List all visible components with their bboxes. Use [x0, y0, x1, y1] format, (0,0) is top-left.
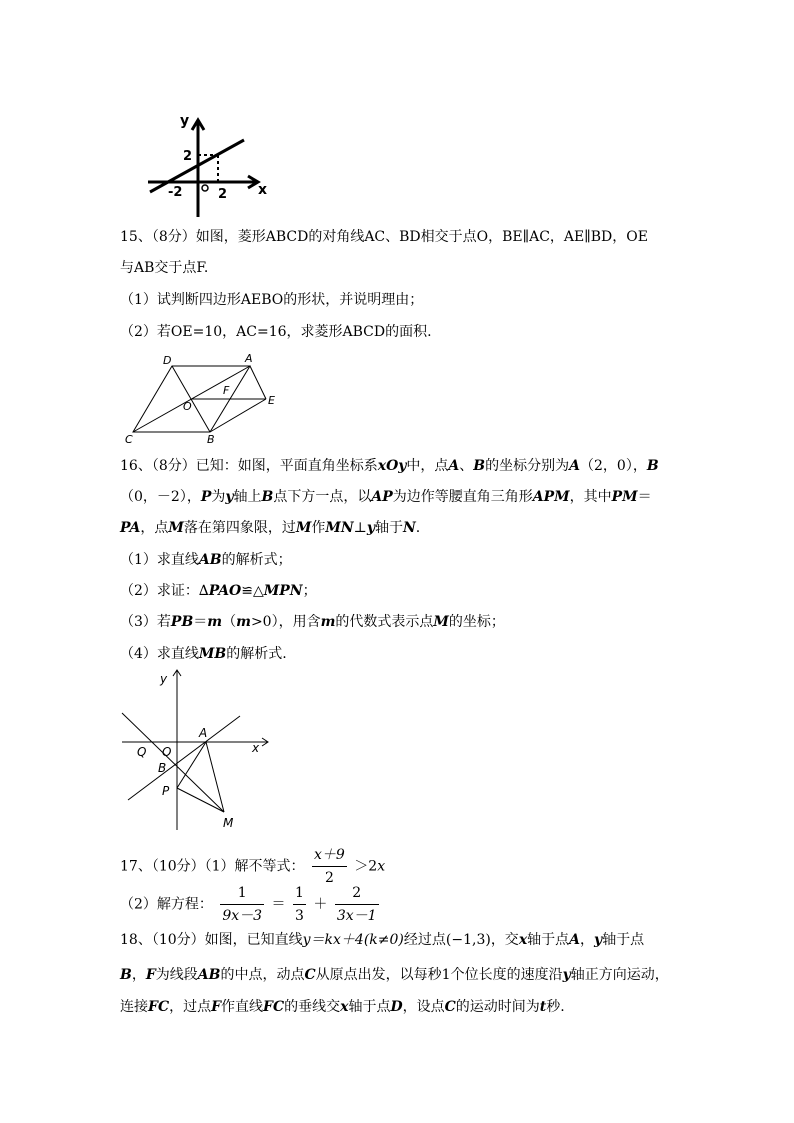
label-y: y — [180, 113, 190, 129]
tick-2-x: 2 — [218, 187, 228, 202]
q16-line1: 16、（8分）已知：如图，平面直角坐标系xOy中，点A、B的坐标分别为A（2，0），B — [120, 458, 659, 474]
pt-O: O — [162, 745, 172, 759]
pt-E: E — [268, 394, 275, 407]
seg-pm — [177, 788, 224, 812]
pt-C: C — [125, 433, 133, 446]
pt-O: O — [183, 400, 192, 413]
label-x: x — [258, 182, 268, 198]
label-y: y — [160, 672, 168, 686]
pt-Q: Q — [137, 745, 147, 759]
fraction: $\frac{2}{3x-1}$ — [335, 882, 379, 927]
line-qm — [122, 713, 224, 812]
q15-part1: （1）试判断四边形AEBO的形状，并说明理由； — [120, 292, 424, 308]
q18-line1: 18、（10分）如图，已知直线y＝kx＋4(k≠0)经过点(−1,3)，交x轴于点A，y轴于点 — [120, 932, 645, 948]
q15-heading: 15、（8分）如图，菱形ABCD的对角线AC、BD相交于点O，BE∥AC，AE∥BD，OE — [120, 229, 648, 245]
pt-A: A — [245, 352, 253, 365]
q15-part2: （2）若OE=10，AC=16，求菱形ABCD的面积. — [120, 324, 432, 340]
fraction: $\frac{x+9}{2}$ — [312, 844, 347, 889]
q18-line3: 连接FC，过点F作直线FC的垂线交x轴于点D，设点C的运动时间为t秒. — [120, 999, 565, 1015]
q18-line2: B，F为线段AB的中点，动点C从原点出发，以每秒1个位长度的速度沿y轴正方向运动， — [120, 967, 669, 983]
pt-P: P — [162, 784, 170, 798]
q16-line3: PA，点M落在第四象限，过M作MN⊥y轴于N. — [120, 520, 421, 536]
pt-B: B — [207, 433, 215, 446]
q16-part2: （2）求证：∆PAO≌△MPN； — [120, 583, 317, 599]
fraction: $\frac{1}{9x-3}$ — [220, 882, 264, 927]
q17-part1: 17、（10分）（1）解不等式： $\frac{x+9}{2}$ ＞2x — [120, 844, 385, 889]
pt-F: F — [223, 384, 230, 397]
tick-2-y: 2 — [183, 149, 193, 164]
fraction: $\frac{1}{3}$ — [293, 882, 306, 927]
q16-line2: （0，－2），P为y轴上B点下方一点，以AP为边作等腰直角三角形APM，其中PM＝ — [120, 489, 652, 505]
label-x: x — [252, 741, 260, 755]
pt-D: D — [163, 354, 172, 367]
pt-M: M — [223, 816, 234, 830]
q15-heading-cont: 与AB交于点F. — [120, 260, 209, 276]
seg-am — [206, 742, 224, 812]
tick-neg2: -2 — [168, 185, 183, 200]
q16-part1: （1）求直线AB的解析式； — [120, 552, 292, 568]
q17-part2: （2）解方程： $\frac{1}{9x-3}$ ＝ $\frac{1}{3}$ ＋ $\frac{2}{3x-1}$ — [120, 882, 382, 927]
pt-A: A — [199, 726, 208, 740]
q16-part4: （4）求直线MB的解析式. — [120, 646, 287, 662]
q16-part3: （3）若PB＝m（m>0），用含m的代数式表示点M的坐标； — [120, 614, 505, 630]
pt-B: B — [158, 761, 167, 775]
